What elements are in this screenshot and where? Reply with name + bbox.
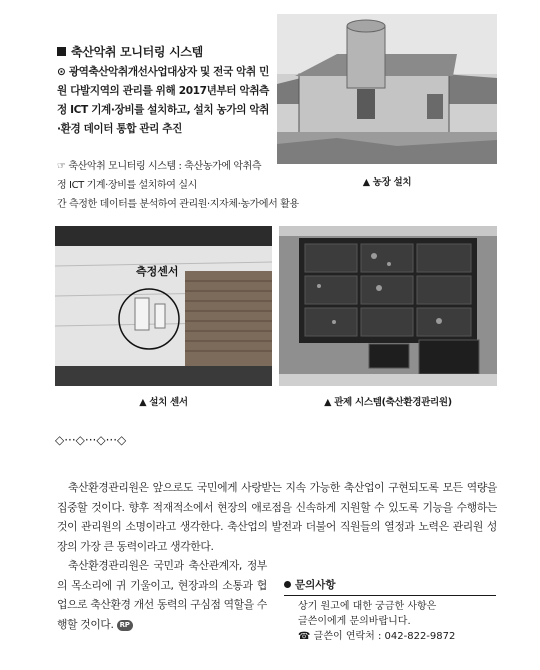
end-mark-icon: RP <box>117 620 133 631</box>
sensor-illustration <box>55 226 272 386</box>
inquiry-contact <box>284 629 496 644</box>
square-bullet-icon <box>57 47 66 56</box>
bullet-text: 광역축산악취개선사업대상자 및 전국 악취 민원 다발지역의 관리를 위해 2017년부터 악취측정 ICT 기계·장비를 설치하고, 설치 농가의 악취·환경 데이터 통합 관리 추진 <box>57 66 269 135</box>
inquiry-title: 문의사항 <box>284 578 496 593</box>
diamond-divider: ◇···◇···◇···◇ <box>55 433 127 447</box>
bullet-mark-icon: ⊙ <box>57 66 66 78</box>
bullet-paragraph <box>57 63 269 139</box>
section-title <box>57 43 203 60</box>
control-room-illustration <box>279 226 497 386</box>
inquiry-line-2: 글쓴이에게 문의바랍니다. <box>298 616 411 627</box>
body-paragraph-1 <box>57 478 497 556</box>
section-title-text: 축산악취 모니터링 시스템 <box>71 45 203 59</box>
farm-caption: ▲ 농장 설치 <box>362 177 412 188</box>
farm-illustration <box>277 14 497 164</box>
control-caption: ▲ 관제 시스템(축산환경관리원) <box>324 397 452 408</box>
inquiry-line-1: 상기 원고에 대한 궁금한 사항은 <box>298 601 437 612</box>
sensor-label: 측정센서 <box>136 265 179 278</box>
inquiry-rule <box>284 595 496 596</box>
sub-text-lead: 축산악취 모니터링 시스템 : 축산농가에 악취측정 ICT 기계·장비를 설치하여 실시 <box>57 161 262 191</box>
body-paragraph-2 <box>57 556 267 634</box>
sensor-photo <box>55 226 272 386</box>
sub-text-tail: 간 측정한 데이터를 분석하여 관리원·지자체·농가에서 활용 <box>57 199 299 210</box>
body-paragraph-1-text: 축산환경관리원은 앞으로도 국민에게 사랑받는 지속 가능한 축산업이 구현되도록 모든 역량을 집중할 것이다. 향후 적재적소에서 현장의 애로점을 신속하게 지원할 수 있도록 기능을 수행하는 것이 관리원의 소명이라고 생각한다. 축산업의 발전과 더불어 직원들의 열정과 노력은 관리원 성장의 가장 큰 동력이라고 생각한다. <box>57 481 497 553</box>
control-system-photo <box>279 226 497 386</box>
inquiry-line-3: 글쓴이 연락처 : 042-822-9872 <box>313 631 456 642</box>
body-paragraph-2-text: 축산환경관리원은 국민과 축산관계자, 정부의 목소리에 귀 기울이고, 현장과의 소통과 협업으로 축산환경 개선 동력의 구심점 역할을 수행할 것이다. <box>57 559 268 631</box>
phone-icon: ☎ <box>298 631 311 642</box>
pointing-hand-icon: ☞ <box>57 161 66 172</box>
inquiry-box <box>284 578 496 644</box>
farm-photo <box>277 14 497 164</box>
bullet-dot-icon <box>284 581 291 588</box>
sensor-caption: ▲ 설치 센서 <box>139 397 188 408</box>
